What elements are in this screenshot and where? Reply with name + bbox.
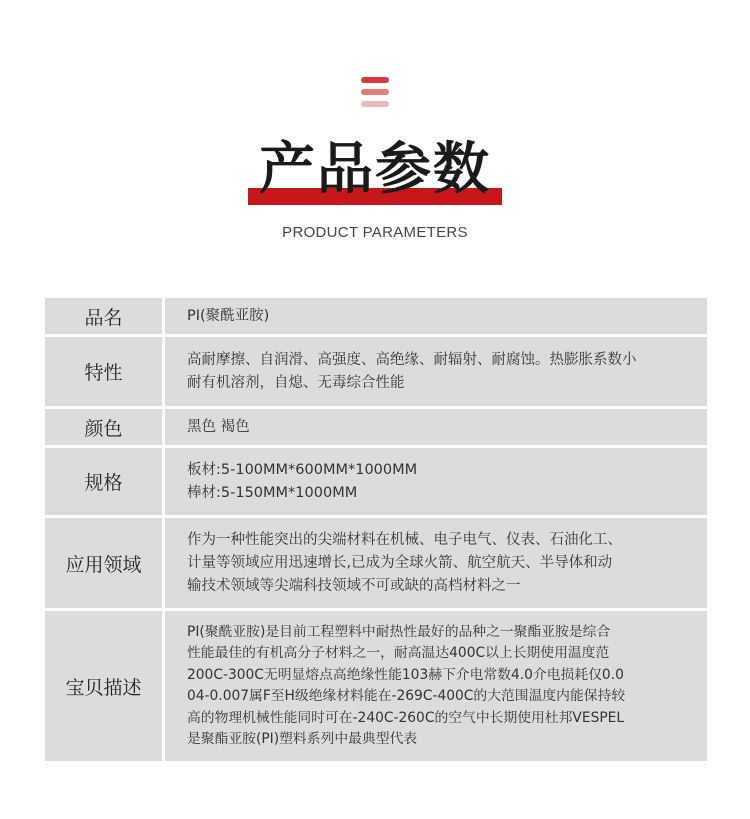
spec-label: 颜色 [45,409,165,445]
spec-value-line: 棒材:5-150MM*1000MM [187,484,358,501]
decorative-bar-bottom [361,101,389,107]
spec-value-line: 200C-300C无明显熔点高绝缘性能103赫下介电常数4.0介电损耗仅0.0 [187,666,624,683]
spec-value [165,448,707,515]
spec-label: 品名 [45,298,165,334]
spec-value-line: 黑色 褐色 [187,418,250,435]
page-title: 产品参数 [259,137,491,202]
spec-table [45,298,707,761]
spec-label: 应用领域 [45,518,165,608]
spec-value [165,518,707,608]
spec-value-line: 高的物理机械性能同时可在-240C-260C的空气中长期使用杜邦VESPEL [187,709,625,726]
spec-row-color [45,409,707,448]
spec-value-line: 作为一种性能突出的尖端材料在机械、电子电气、仪表、石油化工、 [187,531,622,548]
spec-value-line: PI(聚酰亚胺)是目前工程塑料中耐热性最好的品种之一聚酯亚胺是综合 [187,623,611,640]
spec-row-properties [45,337,707,409]
spec-row-applications [45,518,707,611]
spec-value [165,298,707,334]
spec-value [165,337,707,406]
decorative-bar-top [361,77,389,83]
spec-value-line: 板材:5-100MM*600MM*1000MM [187,461,418,478]
spec-row-product-name [45,298,707,337]
title-block [0,138,750,208]
spec-label: 规格 [45,448,165,515]
spec-value-line: 04-0.007属F至H级绝缘材料能在-269C-400C的大范围温度内能保持较 [187,688,626,704]
spec-value-line: 计量等领域应用迅速增长,已成为全球火箭、航空航天、半导体和动 [187,554,613,571]
decorative-bar-middle [361,89,389,95]
spec-value-line: 性能最佳的有机高分子材料之一，耐高温达400C以上长期使用温度范 [187,645,610,661]
spec-value [165,611,707,761]
spec-value-line: 输技术领域等尖端科技领域不可或缺的高档材料之一 [187,577,521,594]
spec-value-line: PI(聚酰亚胺) [187,307,270,324]
spec-row-specification [45,448,707,518]
spec-value-line: 高耐摩擦、自润滑、高强度、高绝缘、耐辐射、耐腐蚀。热膨胀系数小 [187,351,637,368]
spec-value-line: 耐有机溶剂，自熄、无毒综合性能 [187,374,405,391]
spec-label: 特性 [45,337,165,406]
spec-value [165,409,707,445]
spec-label: 宝贝描述 [45,611,165,761]
spec-value-line: 是聚酯亚胺(PI)塑料系列中最典型代表 [187,731,418,747]
spec-row-description [45,611,707,761]
page-subtitle: PRODUCT PARAMETERS [282,224,468,241]
